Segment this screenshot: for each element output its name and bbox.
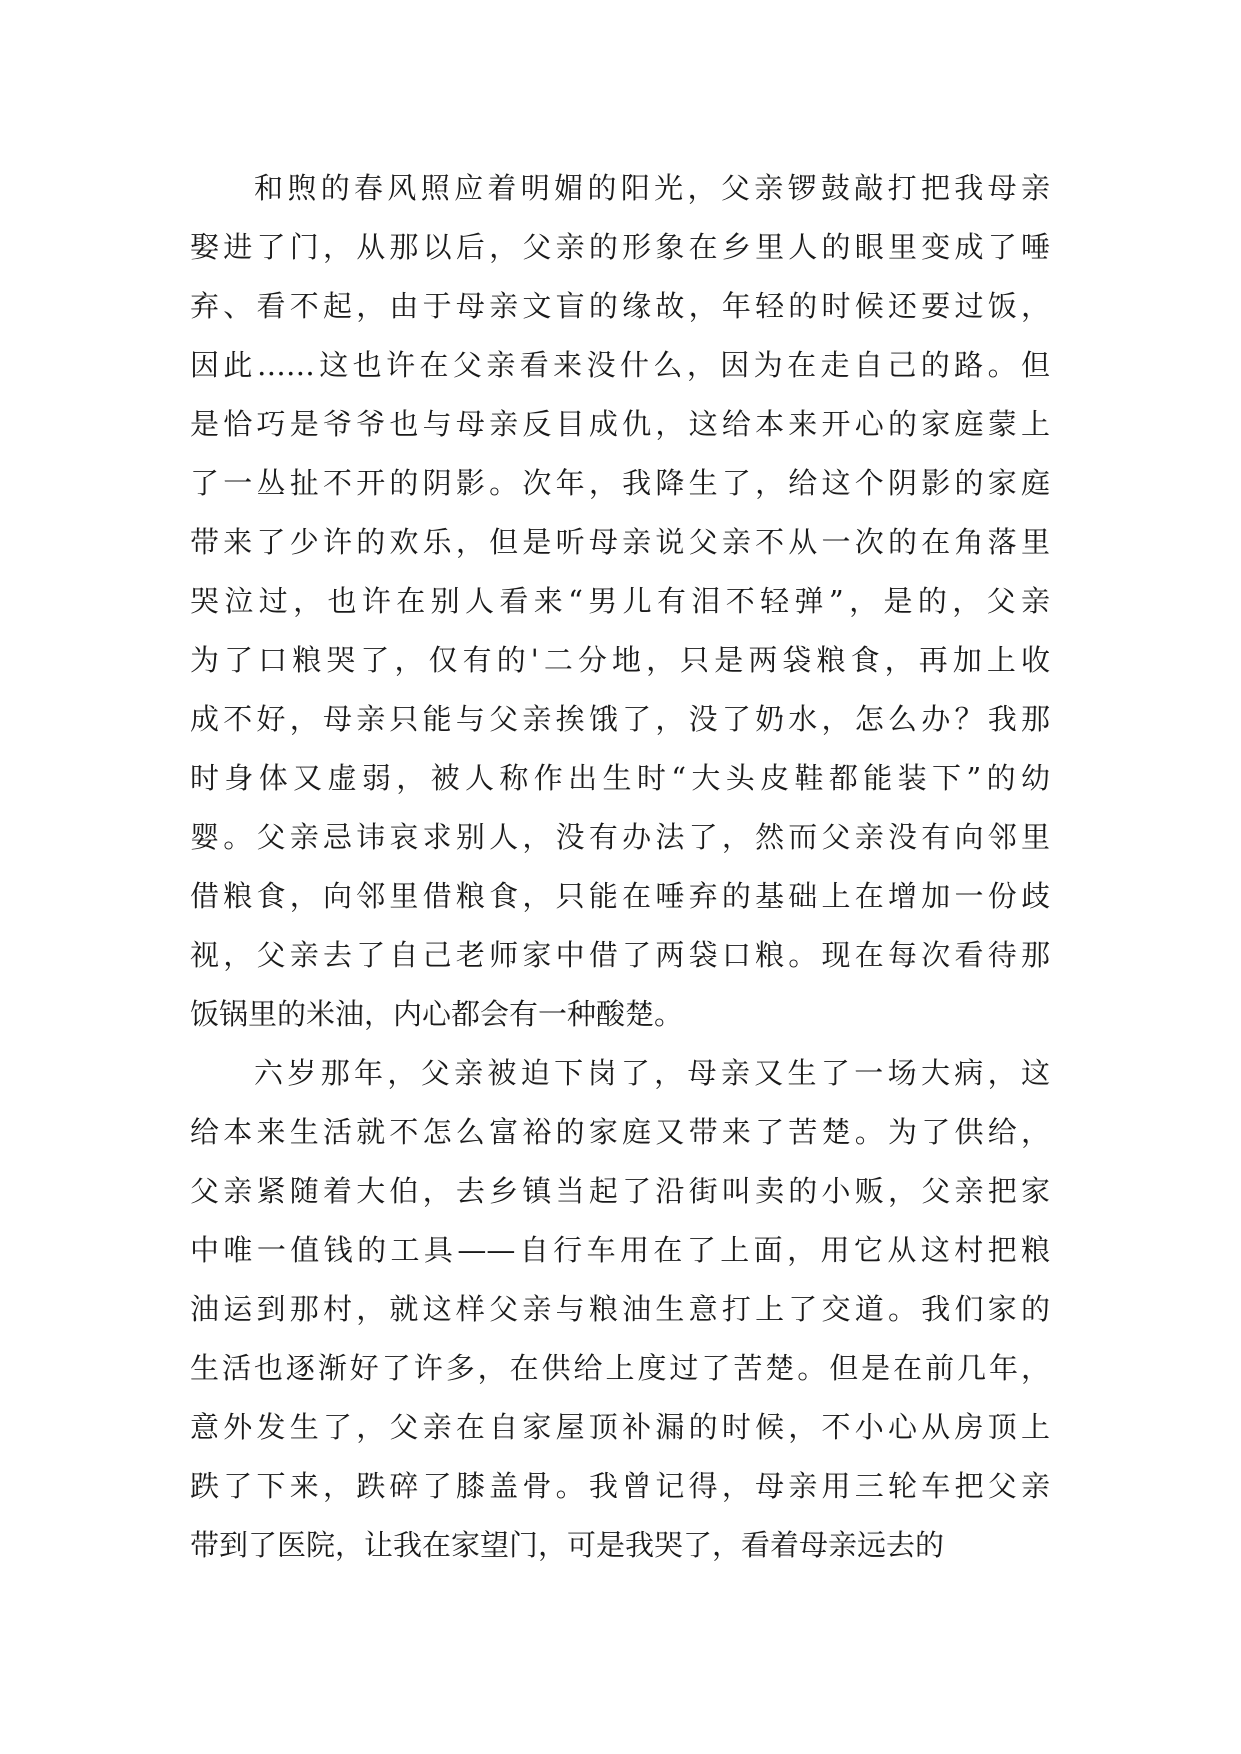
text-line: 父亲紧随着大伯，去乡镇当起了沿街叫卖的小贩，父亲把家 bbox=[190, 1174, 1050, 1208]
text-line: 时身体又虚弱，被人称作出生时“大头皮鞋都能装下”的幼 bbox=[190, 761, 1050, 795]
text-line: 哭泣过，也许在别人看来“男儿有泪不轻弹”，是的，父亲 bbox=[190, 584, 1050, 618]
text-line: 为了口粮哭了，仅有的'二分地，只是两袋粮食，再加上收 bbox=[190, 643, 1050, 677]
text-line: 是恰巧是爷爷也与母亲反目成仇，这给本来开心的家庭蒙上 bbox=[190, 407, 1050, 441]
text-line: 油运到那村，就这样父亲与粮油生意打上了交道。我们家的 bbox=[190, 1292, 1050, 1326]
text-line: 中唯一值钱的工具——自行车用在了上面，用它从这村把粮 bbox=[190, 1233, 1050, 1267]
text-line: 了一丛扯不开的阴影。次年，我降生了，给这个阴影的家庭 bbox=[190, 466, 1050, 500]
paragraph bbox=[190, 159, 1050, 1044]
text-line: 借粮食，向邻里借粮食，只能在唾弃的基础上在增加一份歧 bbox=[190, 879, 1050, 913]
text-line: 饭锅里的米油，内心都会有一种酸楚。 bbox=[190, 997, 684, 1031]
text-line: 弃、看不起，由于母亲文盲的缘故，年轻的时候还要过饭， bbox=[190, 289, 1050, 323]
text-line: 生活也逐渐好了许多，在供给上度过了苦楚。但是在前几年， bbox=[190, 1351, 1050, 1385]
text-line: 意外发生了，父亲在自家屋顶补漏的时候，不小心从房顶上 bbox=[190, 1410, 1050, 1444]
text-line: 视，父亲去了自己老师家中借了两袋口粮。现在每次看待那 bbox=[190, 938, 1050, 972]
paragraph bbox=[190, 1044, 1050, 1575]
text-line: 带到了医院，让我在家望门，可是我哭了，看着母亲远去的 bbox=[190, 1528, 945, 1562]
text-line: 跌了下来，跌碎了膝盖骨。我曾记得，母亲用三轮车把父亲 bbox=[190, 1469, 1050, 1503]
text-line: 成不好，母亲只能与父亲挨饿了，没了奶水，怎么办？我那 bbox=[190, 702, 1050, 736]
text-line: 给本来生活就不怎么富裕的家庭又带来了苦楚。为了供给， bbox=[190, 1115, 1050, 1149]
text-line: 娶进了门，从那以后，父亲的形象在乡里人的眼里变成了唾 bbox=[190, 230, 1050, 264]
text-line: 和煦的春风照应着明媚的阳光，父亲锣鼓敲打把我母亲 bbox=[254, 171, 1050, 205]
text-line: 六岁那年，父亲被迫下岗了，母亲又生了一场大病，这 bbox=[254, 1056, 1050, 1090]
text-line: 带来了少许的欢乐，但是听母亲说父亲不从一次的在角落里 bbox=[190, 525, 1050, 559]
text-line: 婴。父亲忌讳哀求别人，没有办法了，然而父亲没有向邻里 bbox=[190, 820, 1050, 854]
body-text bbox=[190, 159, 1050, 1575]
text-line: 因此……这也许在父亲看来没什么，因为在走自己的路。但 bbox=[190, 348, 1050, 382]
